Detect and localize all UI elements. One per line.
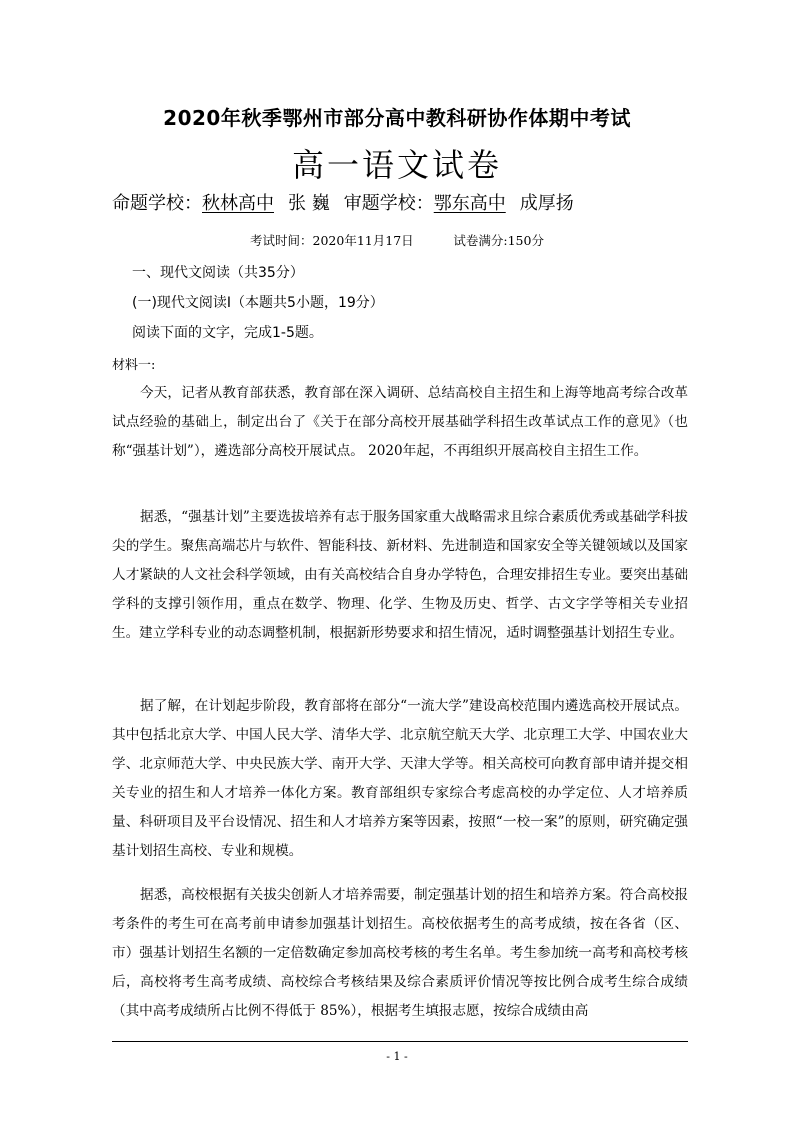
- footer-divider: [112, 1041, 688, 1042]
- reviewer-label: 审题学校：: [343, 193, 434, 214]
- paragraph: 据悉，“强基计划”主要选拔培养有志于服务国家重大战略需求且综合素质优秀或基础学科拔尖的学生。聚焦高端芯片与软件、智能科技、新材料、先进制造和国家安全等关键领域以及国家人才紧缺的人文社会科学领域，由有关高校结合自身办学特色，合理安排招生专业。要突出基础学科的支撑引领作用，重点在数学、物理、化学、生物及历史、哲学、古文字学等相关专业招生。建立学科专业的动态调整机制，根据新形势要求和招生情况，适时调整强基计划招生专业。: [112, 509, 688, 641]
- section-heading: 一、现代文阅读（共35分）: [132, 265, 304, 281]
- paragraph: 据了解，在计划起步阶段，教育部将在部分“一流大学”建设高校范围内遴选高校开展试点。其中包括北京大学、中国人民大学、清华大学、北京航空航天大学、北京理工大学、中国农业大学、北京师范大学、中央民族大学、南开大学、天津大学等。相关高校可向教育部申请并提交相关专业的招生和人才培养一体化方案。教育部组织专家综合考虑高校的办学定位、人才培养质量、科研项目及平台设情况、招生和人才培养方案等因素，按照“一校一案”的原则，研究确定强基计划招生高校、专业和规模。: [112, 698, 688, 859]
- material-label: 材料一:: [112, 358, 156, 373]
- subsection-heading: (一)现代文阅读Ⅰ（本题共5小题，19分）: [132, 295, 384, 311]
- author-line: [112, 189, 574, 215]
- paragraph: 据悉，高校根据有关拔尖创新人才培养需要，制定强基计划的招生和培养方案。符合高校报考条件的考生可在高考前申请参加强基计划招生。高校依据考生的高考成绩，按在各省（区、市）强基计划招生名额的一定倍数确定参加高校考核的考生名单。考生参加统一高考和高校考核后，高校将考生高考成绩、高校综合考核结果及综合素质评价情况等按比例合成考生综合成绩（其中高考成绩所占比例不得低于 85%），根据考生填报志愿，按综合成绩由高: [112, 887, 688, 1019]
- exam-subtitle: 高一语文试卷: [291, 146, 502, 184]
- exam-info: 考试时间：2020年11月17日 试卷满分:150分: [250, 233, 544, 248]
- paragraph: 今天，记者从教育部获悉，教育部在深入调研、总结高校自主招生和上海等地高考综合改革试点经验的基础上，制定出台了《关于在部分高校开展基础学科招生改革试点工作的意见》（也称“强基计划”），遴选部分高校开展试点。 2020年起，不再组织开展高校自主招生工作。: [112, 385, 688, 459]
- reviewer-school: 鄂东高中: [433, 193, 506, 214]
- reviewer-name: 成厚扬: [519, 193, 574, 214]
- exam-title: 2020年秋季鄂州市部分高中教科研协作体期中考试: [163, 106, 631, 130]
- proposer-name: 张 巍: [288, 193, 330, 214]
- reading-instruction: 阅读下面的文字，完成1-5题。: [132, 325, 323, 341]
- proposer-school: 秋林高中: [202, 193, 274, 214]
- proposer-label: 命题学校：: [112, 193, 202, 214]
- page-number: - 1 -: [386, 1050, 408, 1063]
